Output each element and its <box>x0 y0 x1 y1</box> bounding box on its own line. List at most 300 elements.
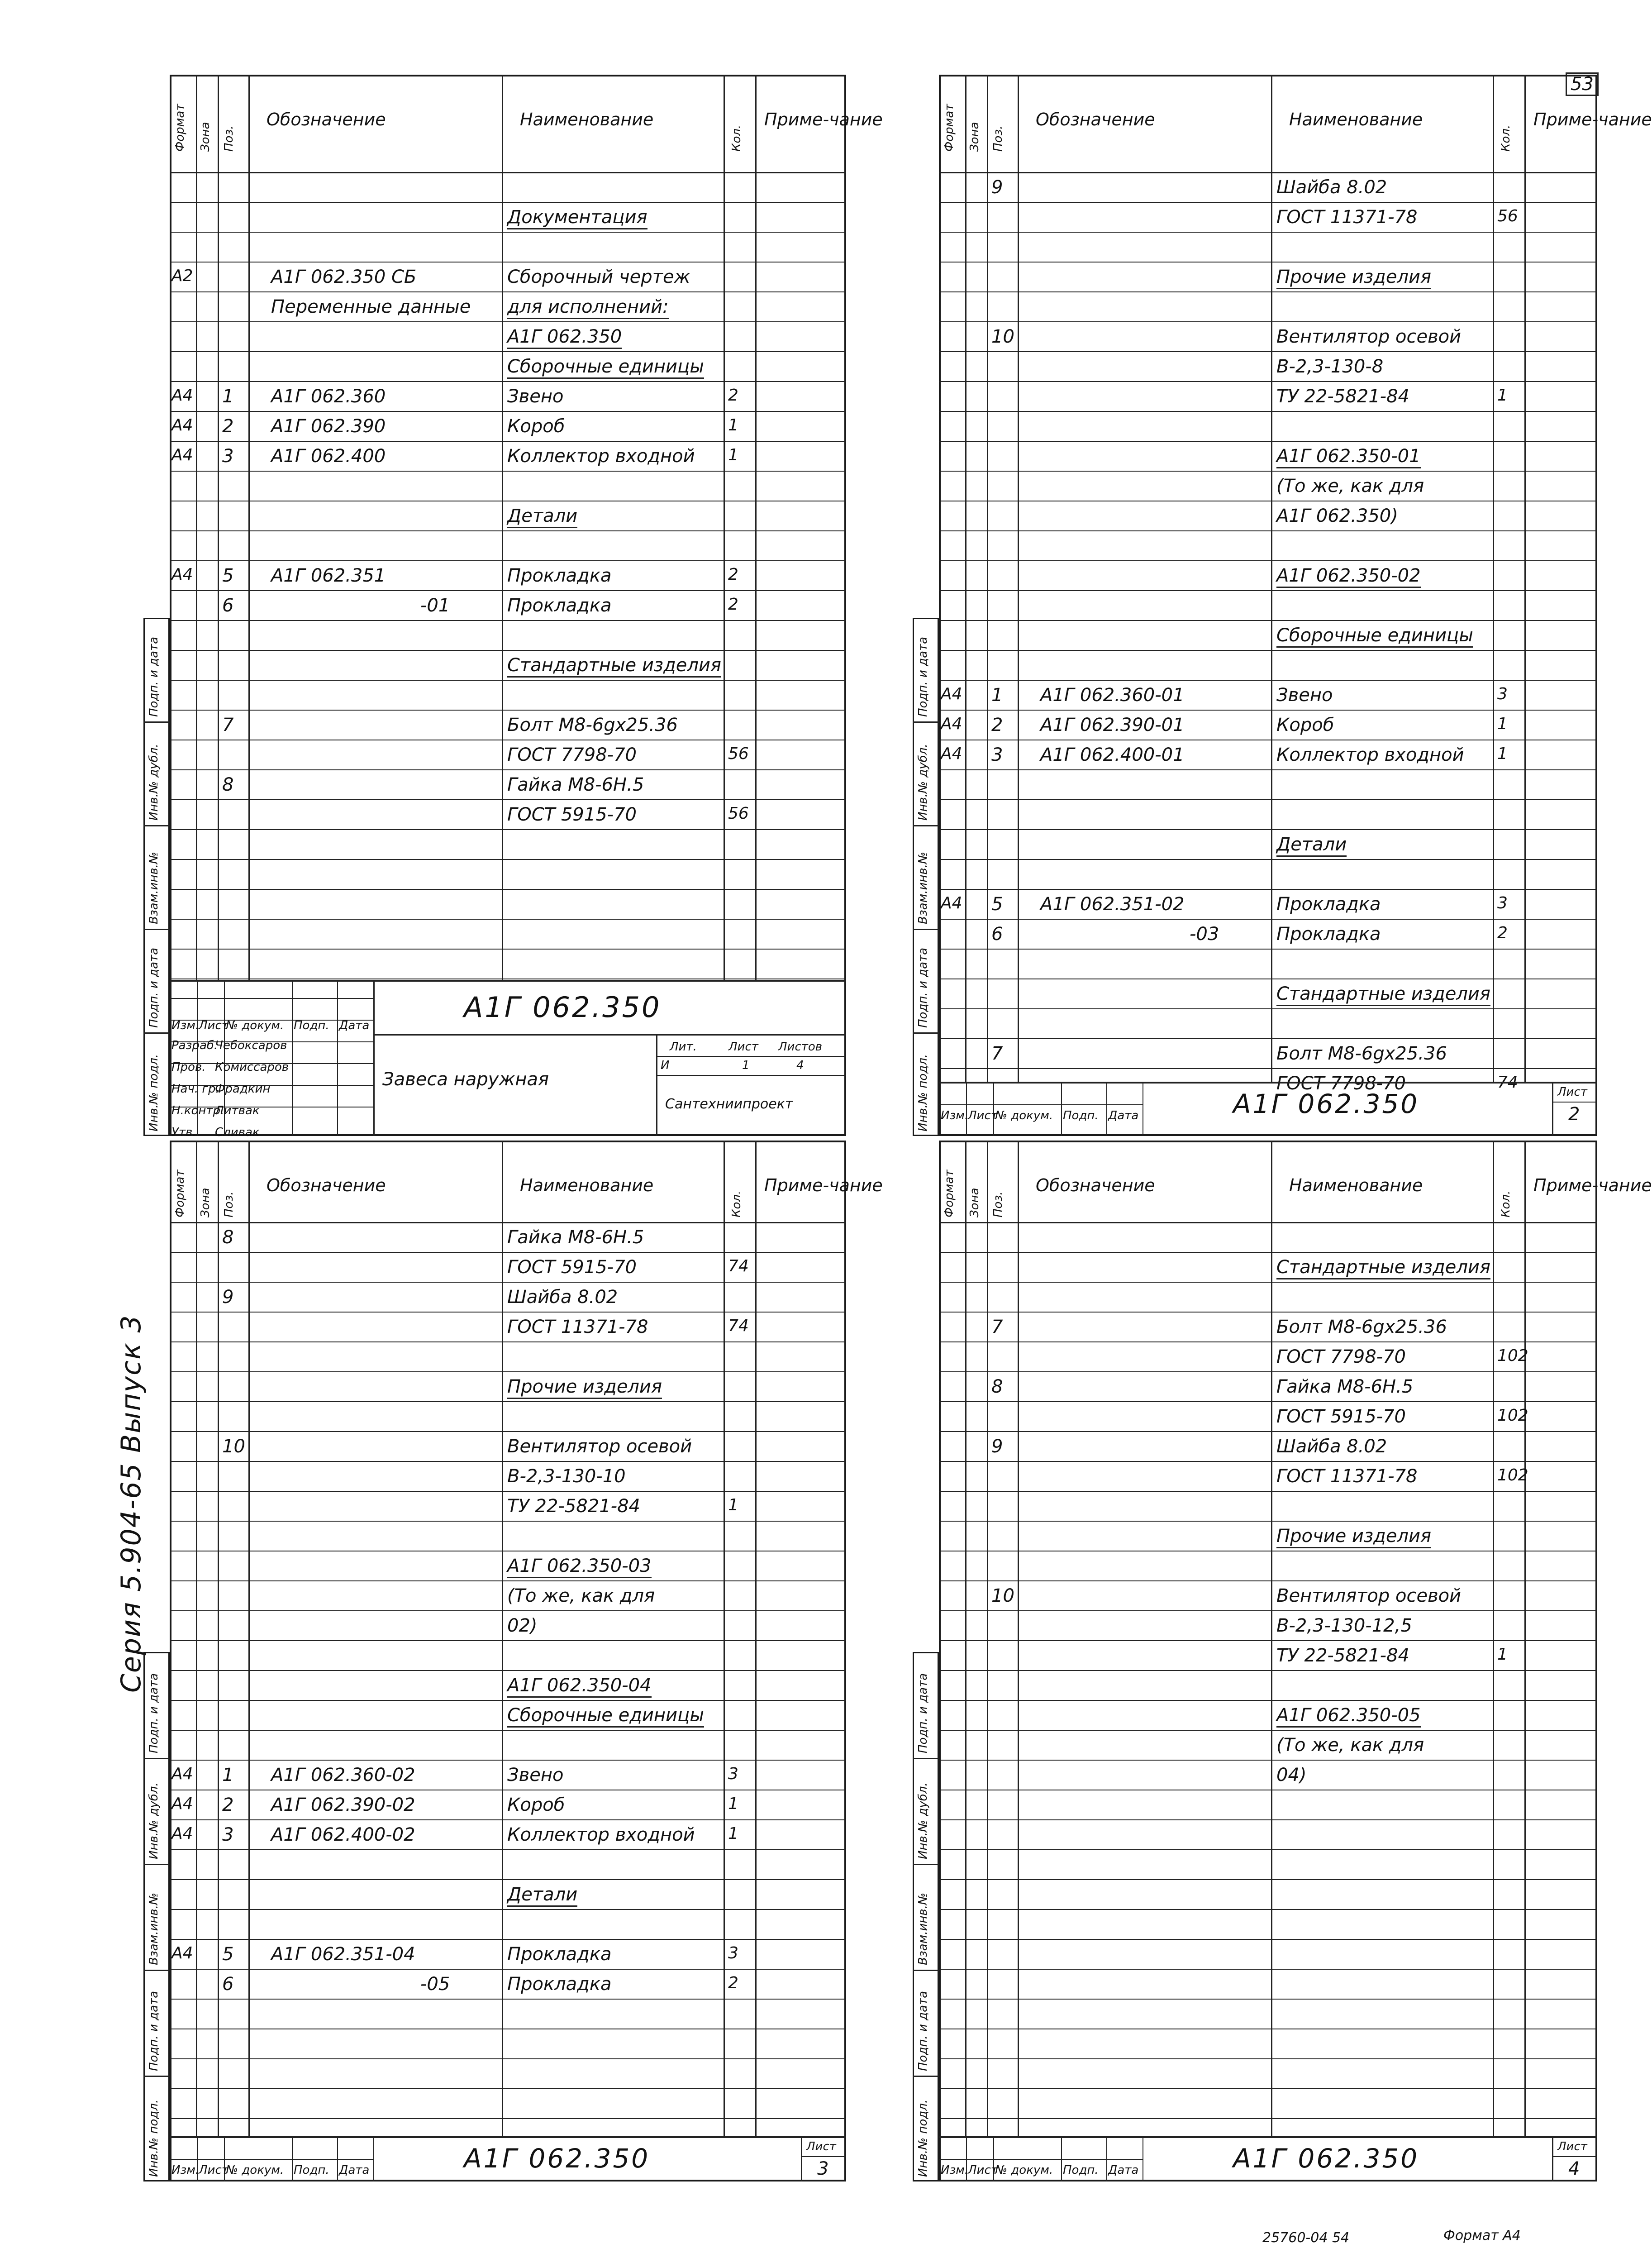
header-designation: Обозначение <box>1036 110 1155 129</box>
doc-number: А1Г 062.350 <box>464 2143 650 2174</box>
row-position: 3 <box>991 745 1003 765</box>
row-quantity: 3 <box>728 1944 738 1962</box>
row-designation: -01 <box>420 595 450 616</box>
row-name: ГОСТ 11371-78 <box>1276 207 1418 228</box>
row-divider <box>170 1371 846 1372</box>
row-quantity: 56 <box>728 804 749 823</box>
row-quantity: 102 <box>1497 1406 1528 1425</box>
column-divider <box>502 1141 503 2136</box>
strip-divider <box>143 721 170 723</box>
column-divider <box>724 1141 725 2136</box>
row-divider <box>170 202 846 203</box>
row-format: А4 <box>171 1765 193 1783</box>
header-qty: Кол. <box>730 124 743 152</box>
row-quantity: 1 <box>728 416 738 434</box>
header-divider <box>939 1222 1597 1223</box>
row-divider <box>170 2058 846 2059</box>
row-name: Шайба 8.02 <box>507 1287 618 1308</box>
strip-label: Взам.инв.№ <box>916 1893 930 1965</box>
row-name: Вентилятор осевой <box>1276 1585 1462 1606</box>
sheet-label: Лист <box>728 1040 758 1054</box>
lit-row-divider <box>656 1056 846 1057</box>
change-col-label: Дата <box>339 1019 370 1032</box>
row-position: 1 <box>222 1765 234 1785</box>
header-zone: Зона <box>199 1188 212 1217</box>
row-designation: А1Г 062.400-01 <box>1040 745 1185 765</box>
row-designation: А1Г 062.360 <box>271 386 386 407</box>
row-divider <box>939 799 1597 800</box>
column-divider <box>755 1141 757 2136</box>
header-format: Формат <box>943 1169 956 1217</box>
change-col-label: Подп. <box>294 2163 329 2177</box>
row-name: А1Г 062.350) <box>1276 506 1398 526</box>
row-divider <box>170 262 846 263</box>
row-divider <box>170 949 846 950</box>
row-divider <box>170 1401 846 1402</box>
change-col-label: Изм. <box>941 2163 969 2177</box>
row-divider <box>170 1670 846 1671</box>
row-divider <box>939 919 1597 920</box>
column-divider <box>1524 1141 1526 2136</box>
row-divider <box>170 1700 846 1701</box>
header-divider <box>939 172 1597 173</box>
strip-label: Инв.№ подл. <box>147 1054 161 1131</box>
change-col-divider <box>292 980 293 1136</box>
change-col-label: Лист <box>199 2163 229 2177</box>
column-divider <box>965 75 966 1082</box>
row-position: 8 <box>222 1227 234 1248</box>
row-divider <box>939 1521 1597 1522</box>
row-format: А4 <box>171 386 193 405</box>
row-name: В-2,3-130-12,5 <box>1276 1615 1412 1636</box>
row-divider <box>170 889 846 890</box>
row-position: 9 <box>991 1436 1003 1457</box>
row-designation: А1Г 062.400 <box>271 446 386 467</box>
row-format: А4 <box>171 1944 193 1962</box>
row-quantity: 1 <box>1497 715 1508 733</box>
row-divider <box>939 1312 1597 1313</box>
row-divider <box>170 710 846 711</box>
strip-label: Подп. и дата <box>147 947 161 1028</box>
row-divider <box>170 799 846 800</box>
title-block-top <box>170 980 846 982</box>
strip-divider <box>913 2076 939 2077</box>
row-divider <box>939 411 1597 412</box>
row-divider <box>939 232 1597 233</box>
header-pos: Поз. <box>222 125 236 152</box>
header-pos: Поз. <box>991 125 1005 152</box>
footer-row-divider <box>939 1104 1143 1105</box>
row-name: Сборочные единицы <box>1276 626 1473 648</box>
column-divider <box>218 75 219 980</box>
strip-divider <box>143 1032 170 1034</box>
row-divider <box>170 1730 846 1731</box>
row-name: (То же, как для <box>1276 476 1424 496</box>
change-col-label: Лист <box>968 2163 998 2177</box>
sheet-box-divider <box>1552 2136 1553 2181</box>
row-name: Звено <box>507 386 564 407</box>
row-divider <box>939 1580 1597 1581</box>
row-divider <box>939 1670 1597 1671</box>
row-name: Документация <box>507 208 647 229</box>
page-number: 53 <box>1566 72 1599 96</box>
header-designation: Обозначение <box>1036 1175 1155 1195</box>
row-position: 9 <box>222 1287 234 1308</box>
sheet-value: 4 <box>1568 2158 1580 2179</box>
row-divider <box>170 1819 846 1820</box>
strip-label: Инв.№ дубл. <box>916 1782 930 1859</box>
row-divider <box>170 1909 846 1910</box>
strip-label: Инв.№ подл. <box>916 2099 930 2177</box>
column-divider <box>218 1141 219 2136</box>
row-name: А1Г 062.350-04 <box>507 1676 652 1698</box>
row-divider <box>939 530 1597 531</box>
row-quantity: 2 <box>728 565 738 584</box>
row-quantity: 102 <box>1497 1346 1528 1365</box>
sheet-box-divider <box>801 2136 802 2181</box>
row-divider <box>170 1879 846 1880</box>
row-format: А4 <box>171 1824 193 1843</box>
doc-number: А1Г 062.350 <box>1233 1088 1419 1119</box>
row-name: ГОСТ 7798-70 <box>1276 1073 1406 1094</box>
header-qty: Кол. <box>730 1190 743 1217</box>
header-qty: Кол. <box>1499 124 1513 152</box>
strip-label: Инв.№ дубл. <box>147 744 161 821</box>
row-format: А4 <box>171 565 193 584</box>
change-col-label: № докум. <box>995 2163 1053 2177</box>
row-name: ГОСТ 11371-78 <box>1276 1466 1418 1487</box>
row-name: ГОСТ 5915-70 <box>507 804 637 825</box>
header-zone: Зона <box>968 122 981 152</box>
strip-divider <box>913 1864 939 1865</box>
row-name: 04) <box>1276 1765 1307 1785</box>
row-divider <box>170 2118 846 2119</box>
change-col-label: Лист <box>199 1019 229 1032</box>
row-name: ТУ 22-5821-84 <box>1276 386 1409 407</box>
column-divider <box>1524 75 1526 1082</box>
row-name: Болт М8-6gx25.36 <box>1276 1043 1447 1064</box>
change-col-label: № докум. <box>226 2163 284 2177</box>
column-divider <box>1018 75 1019 1082</box>
row-divider <box>939 1879 1597 1880</box>
strip-divider <box>913 1970 939 1971</box>
row-position: 3 <box>222 446 234 467</box>
row-name: Детали <box>507 507 577 528</box>
row-name: Прокладка <box>507 1944 612 1965</box>
footer-col-divider <box>373 2136 374 2181</box>
header-pos: Поз. <box>222 1191 236 1217</box>
row-divider <box>939 1371 1597 1372</box>
row-designation: А1Г 062.351-04 <box>271 1944 415 1965</box>
role-label: Н.контр. <box>171 1104 224 1117</box>
role-name: Комиссаров <box>215 1060 289 1074</box>
row-designation: А1Г 062.350 СБ <box>271 267 417 287</box>
role-label: Пров. <box>171 1060 206 1074</box>
row-divider <box>939 202 1597 203</box>
row-divider <box>939 1252 1597 1253</box>
row-name: Звено <box>1276 685 1333 706</box>
column-divider <box>196 75 197 980</box>
row-divider <box>939 1939 1597 1940</box>
role-label: Нач. гр. <box>171 1082 219 1096</box>
column-divider <box>196 1141 197 2136</box>
row-divider <box>939 1401 1597 1402</box>
row-position: 7 <box>991 1043 1003 1064</box>
row-name: А1Г 062.350 <box>507 328 622 349</box>
row-divider <box>939 291 1597 292</box>
row-name: Короб <box>507 416 565 437</box>
row-quantity: 3 <box>1497 685 1508 703</box>
row-designation: -03 <box>1190 924 1219 945</box>
change-col-label: Изм. <box>171 1019 200 1032</box>
change-col-divider <box>337 980 338 1136</box>
row-divider <box>939 351 1597 352</box>
row-quantity: 2 <box>728 386 738 405</box>
row-divider <box>170 560 846 561</box>
row-divider <box>170 1610 846 1611</box>
header-format: Формат <box>943 104 956 152</box>
row-name: Стандартные изделия <box>1276 1258 1490 1279</box>
sheet-footer-top <box>170 2136 846 2138</box>
change-col-label: Изм. <box>171 2163 200 2177</box>
row-position: 7 <box>991 1317 1003 1337</box>
row-name: Прокладка <box>1276 894 1381 915</box>
row-name: А1Г 062.350-05 <box>1276 1706 1421 1728</box>
row-divider <box>939 1038 1597 1039</box>
strip-label: Подп. и дата <box>147 1673 161 1753</box>
row-divider <box>939 590 1597 591</box>
row-position: 10 <box>991 326 1014 347</box>
column-divider <box>502 75 503 980</box>
row-position: 10 <box>991 1585 1014 1606</box>
row-quantity: 2 <box>728 1974 738 1992</box>
row-quantity: 56 <box>1497 207 1518 225</box>
row-divider <box>939 471 1597 472</box>
doc-number: А1Г 062.350 <box>464 991 662 1024</box>
strip-label: Инв.№ подл. <box>147 2099 161 2177</box>
row-divider <box>939 1760 1597 1761</box>
row-name: Сборочные единицы <box>507 1706 704 1728</box>
row-designation: А1Г 062.351-02 <box>1040 894 1185 915</box>
row-quantity: 1 <box>728 1496 738 1514</box>
row-name: Гайка М8-6Н.5 <box>507 774 644 795</box>
row-divider <box>170 1939 846 1940</box>
row-name: Вентилятор осевой <box>507 1436 692 1457</box>
change-col-label: Подп. <box>1063 1109 1099 1122</box>
row-name: В-2,3-130-8 <box>1276 356 1384 377</box>
sheet-value: 3 <box>817 2158 829 2179</box>
strip-divider <box>913 1758 939 1759</box>
header-designation: Обозначение <box>267 1175 386 1195</box>
row-name: Сборочные единицы <box>507 358 704 379</box>
header-name: Наименование <box>1289 110 1423 129</box>
row-position: 6 <box>222 595 234 616</box>
row-divider <box>170 1341 846 1342</box>
change-col-label: Дата <box>1108 2163 1139 2177</box>
row-quantity: 3 <box>1497 894 1508 912</box>
footer-col-divider <box>1061 1082 1062 1136</box>
row-divider <box>939 441 1597 442</box>
header-name: Наименование <box>520 110 654 129</box>
row-divider <box>170 680 846 681</box>
row-quantity: 74 <box>728 1317 749 1335</box>
row-position: 8 <box>991 1376 1003 1397</box>
strip-label: Инв.№ дубл. <box>147 1782 161 1859</box>
column-divider <box>248 75 250 980</box>
row-designation: А1Г 062.390-02 <box>271 1795 415 1815</box>
row-divider <box>939 1700 1597 1701</box>
row-quantity: 74 <box>728 1257 749 1275</box>
row-divider <box>170 1431 846 1432</box>
strip-label: Инв.№ дубл. <box>916 744 930 821</box>
role-name: Фрадкин <box>215 1082 271 1096</box>
row-name: Гайка М8-6Н.5 <box>1276 1376 1414 1397</box>
row-position: 2 <box>222 1795 234 1815</box>
row-quantity: 74 <box>1497 1073 1518 1092</box>
row-divider <box>939 1819 1597 1820</box>
row-name: Прокладка <box>1276 924 1381 945</box>
strip-divider <box>143 929 170 930</box>
sheet2-frame <box>939 75 1597 1136</box>
header-zone: Зона <box>199 122 212 152</box>
column-divider <box>1493 75 1494 1082</box>
strip-label: Подп. и дата <box>916 636 930 717</box>
row-name: ГОСТ 5915-70 <box>507 1257 637 1278</box>
title-block-divider <box>373 980 375 1136</box>
row-name: А1Г 062.350-03 <box>507 1557 652 1578</box>
row-designation: А1Г 062.390-01 <box>1040 715 1185 735</box>
strip-divider <box>143 2076 170 2077</box>
row-divider <box>170 291 846 292</box>
row-quantity: 102 <box>1497 1466 1528 1484</box>
row-divider <box>170 769 846 770</box>
role-label: Утв. <box>171 1126 196 1139</box>
row-quantity: 1 <box>1497 745 1508 763</box>
strip-label: Подп. и дата <box>916 1990 930 2071</box>
footer-col-divider <box>1106 1082 1107 1136</box>
change-col-label: № докум. <box>226 1019 284 1032</box>
row-name: (То же, как для <box>507 1585 655 1606</box>
row-name: Коллектор входной <box>507 446 695 467</box>
header-pos: Поз. <box>991 1191 1005 1217</box>
row-designation: -05 <box>420 1974 450 1995</box>
row-position: 3 <box>222 1824 234 1845</box>
row-divider <box>170 441 846 442</box>
row-format: А4 <box>171 446 193 464</box>
row-designation: А1Г 062.360-01 <box>1040 685 1185 706</box>
sheets-value: 4 <box>796 1059 804 1072</box>
strip-divider <box>913 721 939 723</box>
row-divider <box>939 2118 1597 2119</box>
row-divider <box>170 1461 846 1462</box>
role-name: Литвак <box>215 1104 260 1117</box>
row-name: Стандартные изделия <box>507 656 721 678</box>
strip-label: Взам.инв.№ <box>916 852 930 924</box>
row-divider <box>939 1068 1597 1069</box>
row-format: А4 <box>941 685 962 703</box>
sheet-box-row <box>1552 1102 1597 1103</box>
row-name: для исполнений: <box>507 298 669 319</box>
row-divider <box>939 1730 1597 1731</box>
sheet-box-row <box>801 2156 846 2157</box>
row-name: Звено <box>507 1765 564 1785</box>
header-qty: Кол. <box>1499 1190 1513 1217</box>
header-divider <box>170 172 846 173</box>
row-position: 2 <box>991 715 1003 735</box>
header-format: Формат <box>173 104 187 152</box>
strip-label: Подп. и дата <box>147 636 161 717</box>
row-position: 8 <box>222 774 234 795</box>
row-name: Коллектор входной <box>507 1824 695 1845</box>
row-designation: А1Г 062.351 <box>271 565 386 586</box>
row-quantity: 3 <box>728 1765 738 1783</box>
column-divider <box>1271 1141 1272 2136</box>
row-quantity: 2 <box>728 595 738 614</box>
header-name: Наименование <box>520 1175 654 1195</box>
row-divider <box>939 381 1597 382</box>
row-divider <box>170 1640 846 1641</box>
row-divider <box>170 1849 846 1850</box>
row-divider <box>939 680 1597 681</box>
role-name: Чебоксаров <box>215 1039 287 1052</box>
row-divider <box>170 411 846 412</box>
row-name: Шайба 8.02 <box>1276 1436 1387 1457</box>
header-note: Приме-чание <box>1533 110 1652 129</box>
row-divider <box>939 2058 1597 2059</box>
row-position: 5 <box>222 565 234 586</box>
strip-label: Инв.№ подл. <box>916 1054 930 1131</box>
row-divider <box>939 1849 1597 1850</box>
row-name: Детали <box>507 1885 577 1907</box>
row-name: 02) <box>507 1615 538 1636</box>
row-designation: А1Г 062.360-02 <box>271 1765 415 1785</box>
strip-divider <box>913 929 939 930</box>
row-divider <box>939 1909 1597 1910</box>
row-divider <box>939 1431 1597 1432</box>
change-col-label: Подп. <box>294 1019 329 1032</box>
row-divider <box>170 650 846 651</box>
row-divider <box>170 1491 846 1492</box>
strip-divider <box>143 1970 170 1971</box>
row-divider <box>939 859 1597 860</box>
row-quantity: 1 <box>1497 1645 1508 1664</box>
row-divider <box>939 1610 1597 1611</box>
row-divider <box>939 1461 1597 1462</box>
row-divider <box>170 471 846 472</box>
change-col-label: Лист <box>968 1109 998 1122</box>
sheet-footer-top <box>939 2136 1597 2138</box>
row-name: Болт М8-6gx25.36 <box>507 715 678 735</box>
sheet-label: Лист <box>806 2140 836 2153</box>
row-divider <box>170 859 846 860</box>
row-divider <box>170 1760 846 1761</box>
strip-divider <box>143 825 170 826</box>
row-quantity: 1 <box>728 1795 738 1813</box>
strip-divider <box>913 825 939 826</box>
row-position: 1 <box>222 386 234 407</box>
column-divider <box>987 1141 988 2136</box>
column-divider <box>987 75 988 1082</box>
row-quantity: 2 <box>1497 924 1508 942</box>
row-name: ГОСТ 11371-78 <box>507 1317 648 1337</box>
header-note: Приме-чание <box>1533 1175 1652 1195</box>
header-zone: Зона <box>968 1188 981 1217</box>
row-divider <box>939 949 1597 950</box>
strip-label: Взам.инв.№ <box>147 1893 161 1965</box>
row-position: 9 <box>991 177 1003 198</box>
row-name: Прокладка <box>507 565 612 586</box>
row-divider <box>170 1282 846 1283</box>
